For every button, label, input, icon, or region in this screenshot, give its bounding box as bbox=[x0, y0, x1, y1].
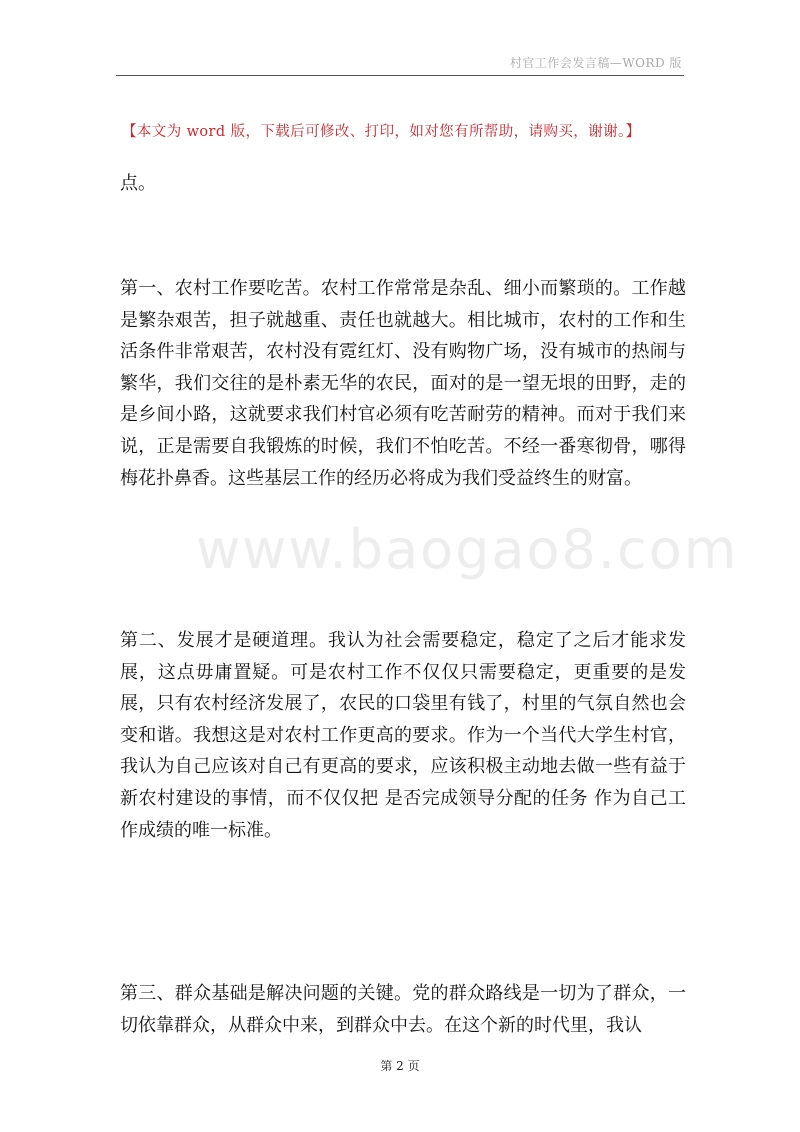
document-header-title: 村官工作会发言稿—WORD 版 bbox=[509, 56, 682, 70]
paragraph-first-point: 第一、农村工作要吃苦。农村工作常常是杂乱、细小而繁琐的。工作越是繁杂艰苦，担子就越重、责任也就越大。相比城市，农村的工作和生活条件非常艰苦，农村没有霓红灯、没有购物广场，没有城市的热闹与繁华，我们交往的是朴素无华的农民，面对的是一望无垠的田野，走的是乡间小路，这就要求我们村官必须有吃苦耐劳的精神。而对于我们来说，正是需要自我锻炼的时候，我们不怕吃苦。不经一番寒彻骨，哪得梅花扑鼻香。这些基层工作的经历必将成为我们受益终生的财富。 bbox=[120, 278, 686, 489]
paragraph-second-point: 第二、发展才是硬道理。我认为社会需要稳定，稳定了之后才能求发展，这点毋庸置疑。可是农村工作不仅仅只需要稳定，更重要的是发展，只有农村经济发展了，农民的口袋里有钱了，村里的气氛自然也会变和谐。我想这是对农村工作更高的要求。作为一个当代大学生村官，我认为自己应该对自己有更高的要求，应该积极主动地去做一些有益于新农村建设的事情，而不仅仅把 是否完成领导分配的任务 作为自己工作成绩的唯一标准。 bbox=[120, 630, 686, 841]
page-number: 第 2 页 bbox=[380, 1059, 420, 1073]
paragraph-third-point: 第三、群众基础是解决问题的关键。党的群众路线是一切为了群众，一切依靠群众，从群众中来，到群众中去。在这个新的时代里，我认 bbox=[120, 983, 686, 1036]
purchase-notice: 【本文为 word 版，下载后可修改、打印，如对您有所帮助，请购买，谢谢。】 bbox=[122, 124, 641, 140]
watermark: www.baogao8.com bbox=[196, 518, 739, 581]
paragraph-fragment: 点。 bbox=[120, 173, 156, 194]
header-divider bbox=[116, 75, 684, 76]
